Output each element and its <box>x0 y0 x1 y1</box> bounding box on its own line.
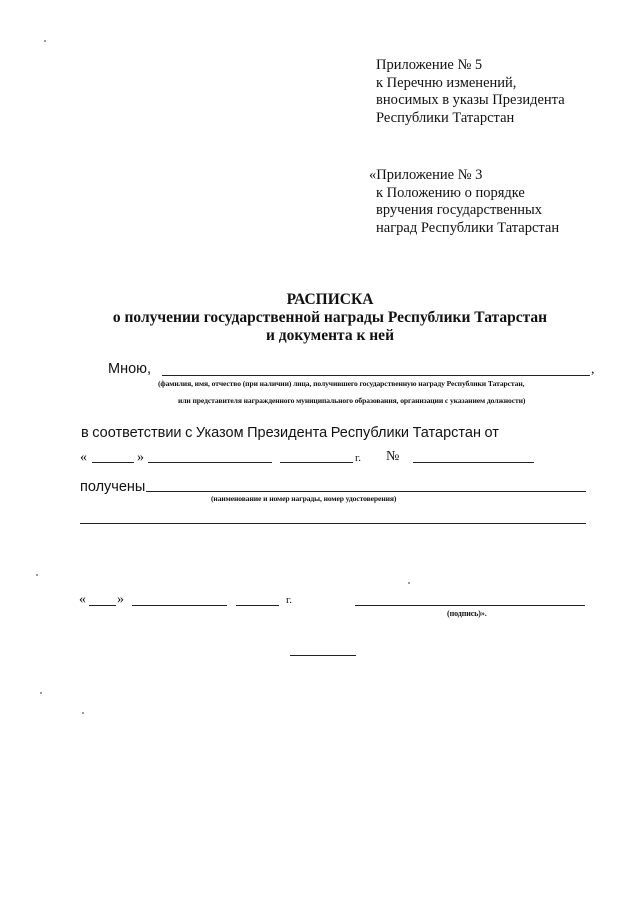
decree-word-5: Президента <box>247 425 328 441</box>
document-title <box>0 291 640 345</box>
scan-speck <box>408 582 410 584</box>
appendix-3-line-3: вручения государственных <box>376 202 543 218</box>
scan-speck <box>82 712 84 714</box>
scan-speck <box>36 574 38 576</box>
appendix-5-line-3: вносимых в указы Президента <box>376 92 565 108</box>
appendix-3-line-4: наград Республики Татарстан <box>376 219 560 236</box>
appendix-5-line-2: к Перечню изменений, <box>376 74 517 91</box>
decree-year-field[interactable] <box>280 462 353 463</box>
appendix-3-block <box>369 167 559 237</box>
appendix-5-block <box>376 57 565 127</box>
decree-word-7: Татарстан <box>412 425 481 441</box>
award-name-field-continued[interactable] <box>80 523 586 524</box>
award-caption: (наименование и номер награды, номер удостоверения) <box>211 494 397 503</box>
decree-sentence <box>81 425 499 441</box>
full-name-caption: (фамилия, имя, отчество (при наличии) лица, получившего государственную награду Республики Татарстан, <box>158 379 525 388</box>
title-subheading: о получении государственной награды Республики Татарстан <box>112 309 548 326</box>
representative-caption: или представителя награжденного муниципального образования, организации с указанием должности) <box>178 396 526 405</box>
decree-number-field[interactable] <box>413 462 534 463</box>
decree-word-3: с <box>185 425 193 441</box>
appendix-3-line-2: к Положению о порядке <box>376 184 525 201</box>
decree-day-quote-close: » <box>137 450 144 465</box>
scan-speck <box>44 40 46 42</box>
full-name-field[interactable] <box>162 375 590 376</box>
title-subheading-2: и документа к ней <box>266 327 394 344</box>
decree-word-6: Республики <box>330 425 410 441</box>
receipt-month-field[interactable] <box>132 605 227 606</box>
receipt-day-quote-close: » <box>117 592 124 607</box>
receipt-year-suffix: г. <box>286 594 293 606</box>
appendix-5-line-4: Республики Татарстан <box>376 109 515 126</box>
appendix-5-line-1: Приложение № 5 <box>376 57 483 73</box>
appendix-3-line-1: «Приложение № 3 <box>369 167 483 183</box>
decree-number-sign: № <box>386 449 400 464</box>
mnoyu-comma: , <box>591 362 595 377</box>
receipt-day-field[interactable] <box>89 605 116 606</box>
decree-word-1: в <box>81 425 89 441</box>
decree-day-quote-open: « <box>80 450 87 465</box>
decree-year-suffix: г. <box>355 452 362 464</box>
signature-field[interactable] <box>355 605 585 606</box>
closing-divider <box>290 655 356 656</box>
title-heading: РАСПИСКА <box>286 291 374 308</box>
mnoyu-label: Мною, <box>108 361 152 377</box>
decree-word-4: Указом <box>195 425 244 441</box>
scan-speck <box>40 692 42 694</box>
decree-word-8: от <box>484 425 499 441</box>
signature-caption: (подпись)». <box>447 609 487 618</box>
decree-month-field[interactable] <box>148 462 272 463</box>
receipt-day-quote-open: « <box>79 592 86 607</box>
award-name-field[interactable] <box>146 491 586 492</box>
decree-day-field[interactable] <box>92 462 134 463</box>
received-label: получены <box>80 479 146 495</box>
decree-word-2: соответствии <box>92 425 182 441</box>
receipt-year-field[interactable] <box>236 605 279 606</box>
